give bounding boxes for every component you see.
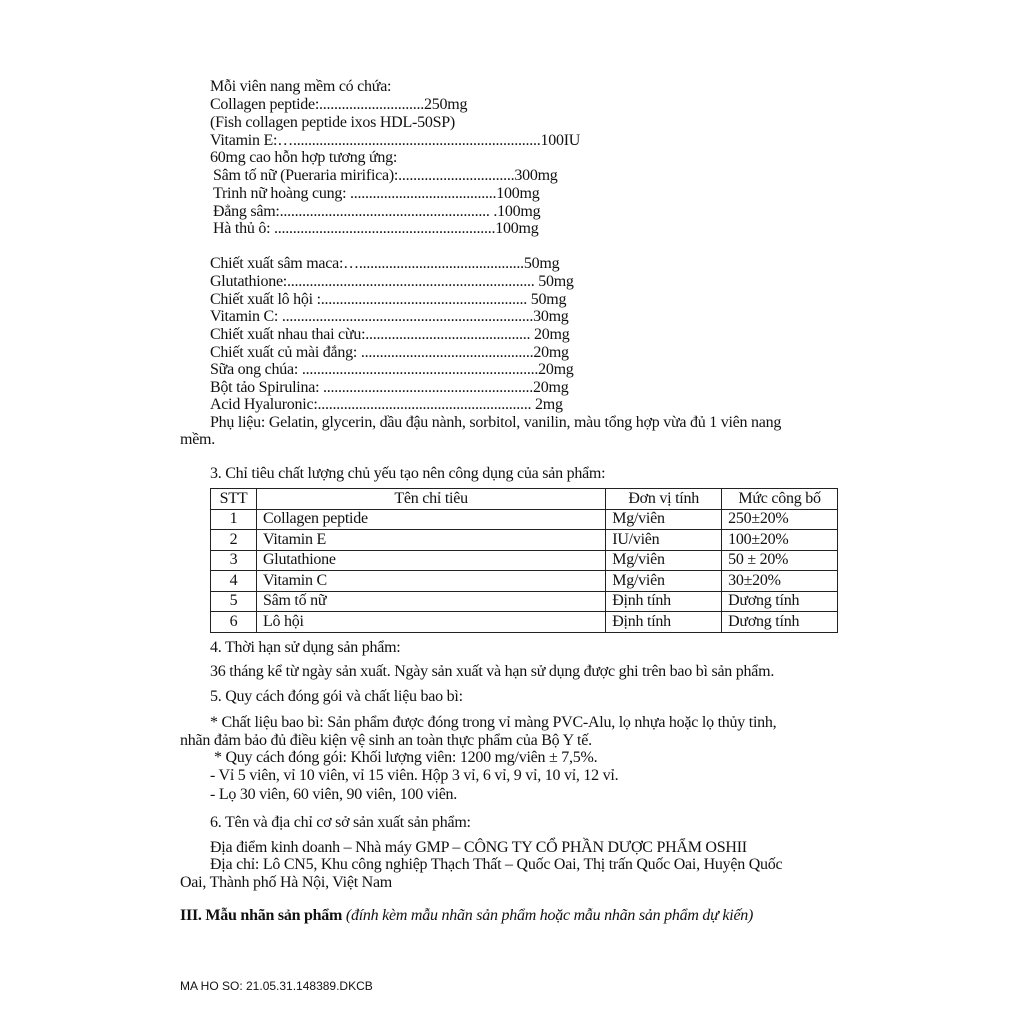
address: Địa chỉ: Lô CN5, Khu công nghiệp Thạch Thất – Quốc Oai, Thị trấn Quốc Oai, Huyện Quốc <box>210 856 783 873</box>
cell-name: Vitamin C <box>256 571 605 592</box>
bottle-spec: - Lọ 30 viên, 60 viên, 90 viên, 100 viên. <box>210 786 458 803</box>
cell-level: 30±20% <box>722 571 838 592</box>
quality-table <box>210 488 838 633</box>
ingredient-line: Sâm tố nữ (Pueraria mirifica):...............................300mg <box>213 167 558 184</box>
ingredient-line: Bột tảo Spirulina: ........................................................20mg <box>210 379 569 396</box>
header-stt: STT <box>211 489 257 510</box>
section-5-title: 5. Quy cách đóng gói và chất liệu bao bì: <box>210 688 463 705</box>
ingredient-line: Collagen peptide:............................250mg <box>210 96 468 113</box>
table-row <box>211 530 838 551</box>
excipients: Phụ liệu: Gelatin, glycerin, dầu đậu nành, sorbitol, vanilin, màu tổng hợp vừa đủ 1 viên nang <box>210 414 782 431</box>
table-row <box>211 591 838 612</box>
cell-stt: 1 <box>211 509 257 530</box>
section-3-title: 3. Chỉ tiêu chất lượng chủ yếu tạo nên công dụng của sản phẩm: <box>210 465 606 482</box>
section-4-title: 4. Thời hạn sử dụng sản phẩm: <box>210 639 401 656</box>
cell-unit: Định tính <box>606 612 722 633</box>
table-row <box>211 509 838 530</box>
cell-level: Dương tính <box>722 591 838 612</box>
cell-name: Collagen peptide <box>256 509 605 530</box>
ingredient-line: Acid Hyaluronic:......................................................... 2mg <box>210 396 563 413</box>
cell-unit: Mg/viên <box>606 550 722 571</box>
cell-stt: 6 <box>211 612 257 633</box>
ingredient-line: Chiết xuất củ mài đắng: ..............................................20mg <box>210 344 569 361</box>
cell-name: Glutathione <box>256 550 605 571</box>
table-row <box>211 571 838 592</box>
ingredient-line: Hà thủ ô: ...........................................................100mg <box>213 220 539 237</box>
section-6-title: 6. Tên và địa chỉ cơ sở sản xuất sản phẩm: <box>210 814 471 831</box>
header-unit: Đơn vị tính <box>606 489 722 510</box>
dossier-code: MA HO SO: 21.05.31.148389.DKCB <box>180 979 373 993</box>
cell-level: 250±20% <box>722 509 838 530</box>
table-header-row <box>211 489 838 510</box>
cell-unit: Định tính <box>606 591 722 612</box>
cell-name: Sâm tố nữ <box>256 591 605 612</box>
ingredient-line: Sữa ong chúa: ...............................................................20mg <box>210 361 574 378</box>
table-row <box>211 612 838 633</box>
ingredients-intro: Mỗi viên nang mềm có chứa: <box>210 78 392 95</box>
section-iii-title: III. Mẫu nhãn sản phẩm <box>180 907 343 924</box>
ingredient-line: Chiết xuất sâm maca:…............................................50mg <box>210 255 560 272</box>
excipients-cont: mềm. <box>180 431 215 448</box>
cell-name: Vitamin E <box>256 530 605 551</box>
cell-stt: 5 <box>211 591 257 612</box>
header-level: Mức công bố <box>722 489 838 510</box>
blister-spec: - Vỉ 5 viên, vỉ 10 viên, vỉ 15 viên. Hộp 3 vỉ, 6 vỉ, 9 vỉ, 10 vỉ, 12 vỉ. <box>210 767 619 784</box>
address-cont: Oai, Thành phố Hà Nội, Việt Nam <box>180 874 392 891</box>
ingredient-line: Vitamin E:…..................................................................100IU <box>210 132 581 149</box>
packaging-material: * Chất liệu bao bì: Sản phẩm được đóng trong vỉ màng PVC-Alu, lọ nhựa hoặc lọ thủy tinh, <box>210 714 777 731</box>
table-row <box>211 550 838 571</box>
packing-spec: * Quy cách đóng gói: Khối lượng viên: 1200 mg/viên ± 7,5%. <box>214 749 598 766</box>
cell-level: 50 ± 20% <box>722 550 838 571</box>
ingredient-line: Trinh nữ hoàng cung: .......................................100mg <box>213 185 540 202</box>
cell-unit: Mg/viên <box>606 509 722 530</box>
cell-unit: IU/viên <box>606 530 722 551</box>
shelf-life-text: 36 tháng kể từ ngày sản xuất. Ngày sản xuất và hạn sử dụng được ghi trên bao bì sản phẩm. <box>210 663 775 680</box>
ingredient-line: 60mg cao hỗn hợp tương ứng: <box>210 149 398 166</box>
cell-name: Lô hội <box>256 612 605 633</box>
ingredient-line: (Fish collagen peptide ixos HDL-50SP) <box>210 114 455 131</box>
section-iii-note: (đính kèm mẫu nhãn sản phẩm hoặc mẫu nhãn sản phẩm dự kiến) <box>345 907 754 924</box>
ingredient-line: Đẳng sâm:........................................................ .100mg <box>213 203 541 220</box>
ingredient-line: Glutathione:.................................................................. 50mg <box>210 273 574 290</box>
ingredient-line: Chiết xuất lô hội :....................................................... 50mg <box>210 291 567 308</box>
ingredient-line: Vitamin C: ...................................................................30mg <box>210 308 569 325</box>
cell-stt: 2 <box>211 530 257 551</box>
section-iii-heading <box>180 907 753 925</box>
cell-stt: 3 <box>211 550 257 571</box>
business-location: Địa điểm kinh doanh – Nhà máy GMP – CÔNG TY CỔ PHẦN DƯỢC PHẨM OSHII <box>210 839 747 856</box>
cell-unit: Mg/viên <box>606 571 722 592</box>
ingredient-line: Chiết xuất nhau thai cừu:............................................ 20mg <box>210 326 570 343</box>
cell-level: Dương tính <box>722 612 838 633</box>
cell-stt: 4 <box>211 571 257 592</box>
header-name: Tên chỉ tiêu <box>256 489 605 510</box>
cell-level: 100±20% <box>722 530 838 551</box>
packaging-material-cont: nhãn đảm bảo đủ điều kiện vệ sinh an toàn thực phẩm của Bộ Y tế. <box>180 732 592 749</box>
